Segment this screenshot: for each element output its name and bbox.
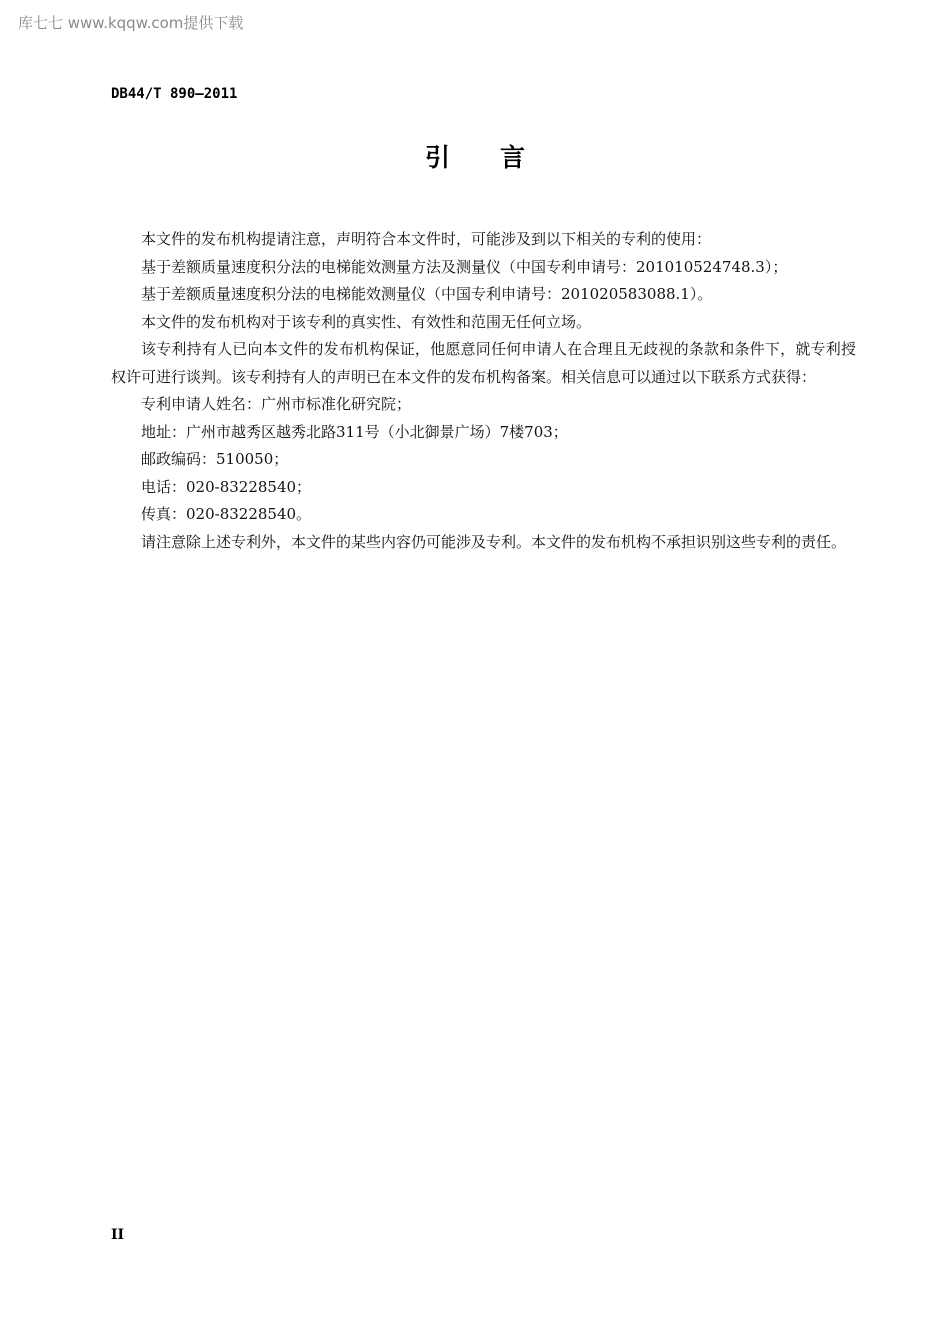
paragraph-address: 地址：广州市越秀区越秀北路311号（小北御景广场）7楼703；	[141, 422, 568, 441]
paragraph-position: 本文件的发布机构对于该专利的真实性、有效性和范围无任何立场。	[141, 312, 592, 331]
paragraph-postcode: 邮政编码：510050；	[141, 450, 289, 468]
paragraph-licensing: 该专利持有人已向本文件的发布机构保证，他愿意同任何申请人在合理且无歧视的条款和条件下，就专利授权许可进行谈判。该专利持有人的声明已在本文件的发布机构备案。相关信息可以通过以下联系方式获得：	[111, 340, 856, 386]
page-number: II	[111, 1227, 125, 1243]
document-code: DB44/T 890—2011	[111, 86, 238, 102]
paragraph-patent-notice: 本文件的发布机构提请注意，声明符合本文件时，可能涉及到以下相关的专利的使用：	[141, 230, 712, 248]
paragraph-patent-2: 基于差额质量速度积分法的电梯能效测量仪（中国专利申请号：201020583088.1）。	[141, 285, 713, 303]
paragraph-fax: 传真：020-83228540。	[141, 505, 312, 523]
paragraph-phone: 电话：020-83228540；	[141, 477, 312, 496]
paragraph-disclaimer: 请注意除上述专利外，本文件的某些内容仍可能涉及专利。本文件的发布机构不承担识别这些专利的责任。	[141, 532, 847, 551]
watermark-text: 库七七 www.kqqw.com提供下载	[18, 14, 244, 32]
paragraph-applicant-name: 专利申请人姓名：广州市标准化研究院；	[141, 395, 412, 413]
page-title: 引言	[424, 143, 575, 172]
document-body	[111, 226, 856, 556]
paragraph-patent-1: 基于差额质量速度积分法的电梯能效测量方法及测量仪（中国专利申请号：201010524748.3）；	[141, 257, 788, 276]
